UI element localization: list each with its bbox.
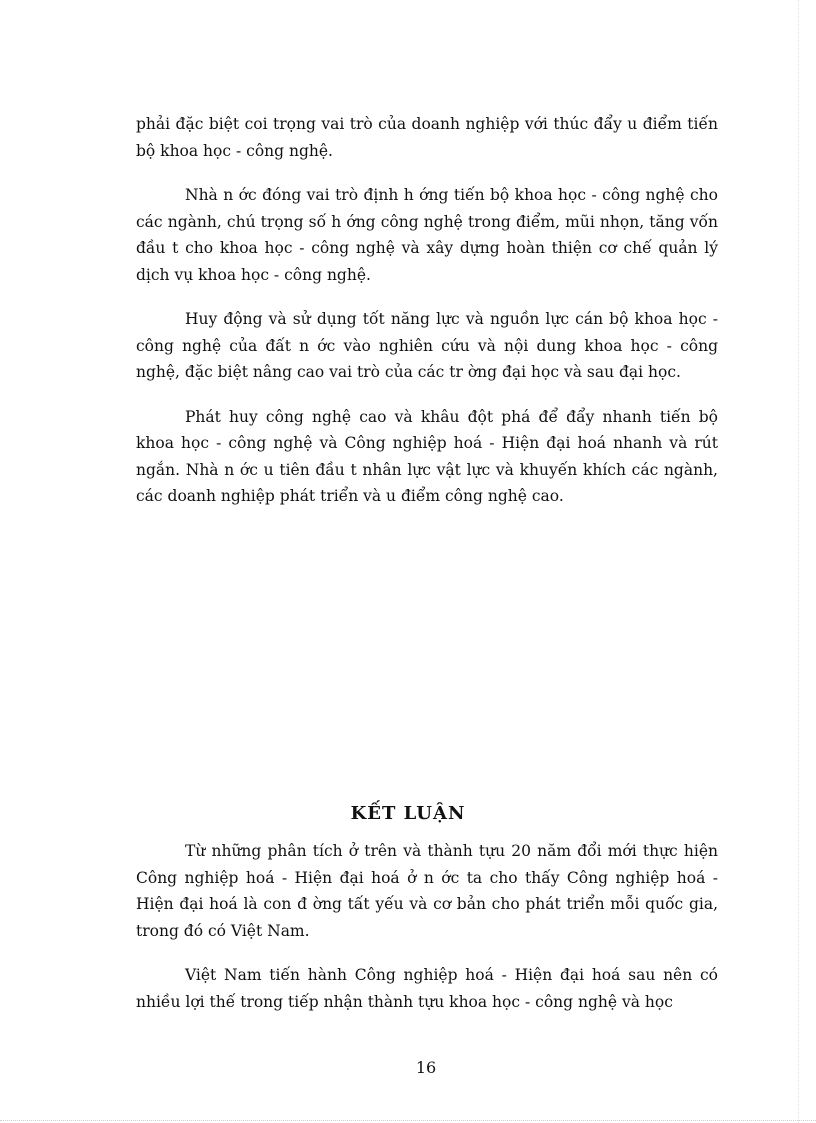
paragraph-high-tech: Phát huy công nghệ cao và khâu đột phá để đẩy nhanh tiến bộ khoa học - công nghệ và Công nghiệp hoá - Hiện đại hoá nhanh và rút ngắn. Nhà n ớc u tiên đầu t nhân lực vật lực và khuyến khích các ngành, các doanh nghiệp phát triển và u điểm công nghệ cao. [136, 407, 718, 505]
bottom-dotted-border [0, 1120, 816, 1121]
paragraph-continuation: phải đặc biệt coi trọng vai trò của doanh nghiệp với thúc đẩy u điểm tiến bộ khoa học - công nghệ. [136, 115, 718, 160]
paragraph-conclusion-1: Từ những phân tích ở trên và thành tựu 20 năm đổi mới thực hiện Công nghiệp hoá - Hiện đại hoá ở n ớc ta cho thấy Công nghiệp hoá - Hiện đại hoá là con đ ờng tất yếu và cơ bản cho phát triển mỗi quốc gia, trong đó có Việt Nam. [136, 842, 718, 940]
page-number: 16 [415, 1058, 437, 1077]
conclusion-section [136, 838, 718, 1033]
conclusion-heading: KẾT LUẬN [350, 803, 466, 824]
paragraph-conclusion-2: Việt Nam tiến hành Công nghiệp hoá - Hiện đại hoá sau nên có nhiều lợi thế trong tiếp nhận thành tựu khoa học - công nghệ và học [136, 966, 718, 1011]
paragraph-state-role: Nhà n ớc đóng vai trò định h ớng tiến bộ khoa học - công nghệ cho các ngành, chú trọng số h ớng công nghệ trong điểm, mũi nhọn, tăng vốn đầu t cho khoa học - công nghệ và xây dựng hoàn thiện cơ chế quản lý dịch vụ khoa học - công nghệ. [136, 186, 718, 284]
paragraph-mobilize-resources: Huy động và sử dụng tốt năng lực và nguồn lực cán bộ khoa học - công nghệ của đất n ớc vào nghiên cứu và nội dung khoa học - công nghệ, đặc biệt nâng cao vai trò của các tr ờng đại học và sau đại học. [136, 310, 718, 381]
body-section [136, 111, 718, 528]
right-dotted-border [798, 0, 799, 1123]
